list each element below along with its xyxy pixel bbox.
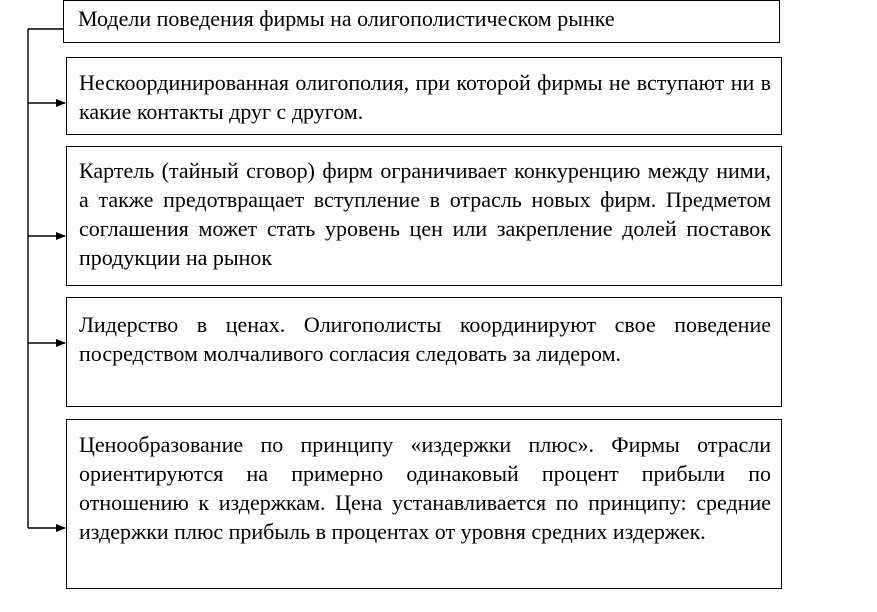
- model-box-cartel: [66, 146, 782, 286]
- model-text: Ценообразование по принципу «издержки плюс». Фирмы отрасли ориентируются на примерно одинаковый процент прибыли по отношению к издержкам. Цена устанавливается по принципу: средние издержки плюс прибыль в процентах от уровня средних издержек.: [79, 432, 771, 544]
- model-box-price-leadership: [66, 297, 782, 407]
- diagram-title-box: [63, 0, 780, 43]
- model-box-uncoordinated-oligopoly: [66, 57, 782, 135]
- model-text: Картель (тайный сговор) фирм ограничивает конкуренцию между ними, а также предотвращает вступление в отрасль новых фирм. Предметом соглашения может стать уровень цен или закрепление долей поставок продукции на рынок: [79, 158, 771, 270]
- model-text: Лидерство в ценах. Олигополисты координируют свое поведение посредством молчаливого согласия следовать за лидером.: [79, 312, 771, 366]
- model-box-cost-plus-pricing: [66, 419, 782, 589]
- diagram-title: Модели поведения фирмы на олигополистическом рынке: [78, 6, 615, 31]
- model-text: Нескоординированная олигополия, при которой фирмы не вступают ни в какие контакты друг с другом.: [79, 70, 771, 124]
